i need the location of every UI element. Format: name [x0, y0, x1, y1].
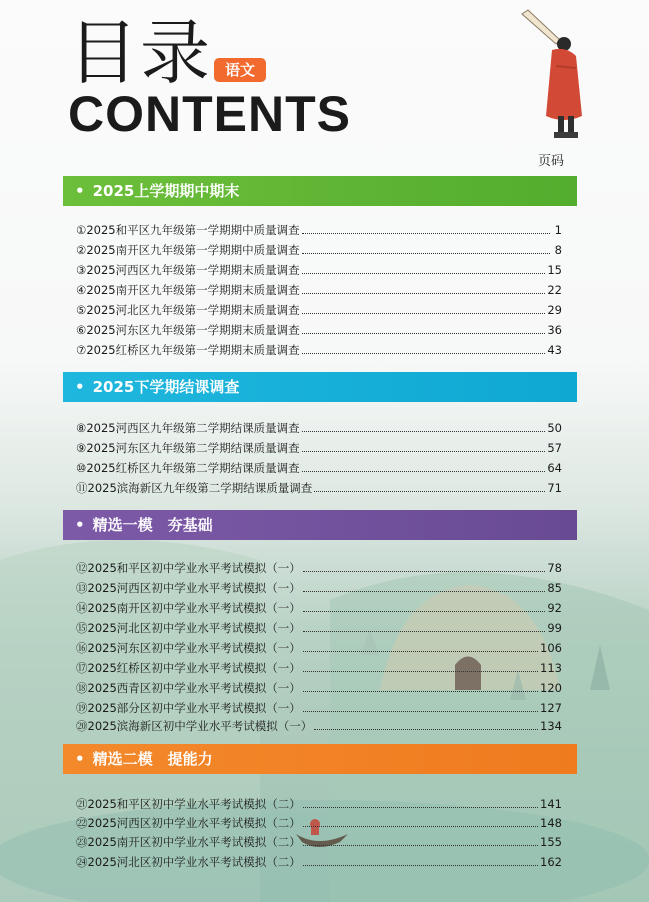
- dot-leader: [303, 651, 538, 652]
- toc-item[interactable]: ㉒ 2025河西区初中学业水平考试模拟（二） 148: [76, 816, 562, 830]
- section-title: 2025上学期期中期末: [92, 182, 240, 200]
- dot-leader: [302, 451, 546, 452]
- dot-leader: [303, 631, 546, 632]
- dot-leader: [302, 431, 546, 432]
- toc-item[interactable]: ⑨ 2025河东区九年级第二学期结课质量调查 57: [76, 441, 562, 455]
- toc-item-page: 36: [547, 323, 562, 337]
- toc-item-page: 155: [540, 835, 562, 849]
- toc-item-label: 2025河西区九年级第一学期期末质量调查: [86, 263, 300, 277]
- dot-leader: [303, 807, 538, 808]
- toc-item[interactable]: ⑫ 2025和平区初中学业水平考试模拟（一） 78: [76, 561, 562, 575]
- toc-item-label: 2025河北区九年级第一学期期末质量调查: [86, 303, 300, 317]
- section-header-1: [63, 176, 577, 206]
- toc-item[interactable]: ⑦ 2025红桥区九年级第一学期期末质量调查 43: [76, 343, 562, 357]
- section-header-2: [63, 372, 577, 402]
- toc-item-page: 162: [540, 855, 562, 869]
- toc-item-label: 2025部分区初中学业水平考试模拟（一）: [87, 701, 301, 715]
- toc-item[interactable]: ② 2025南开区九年级第一学期期中质量调查 8: [76, 243, 562, 257]
- subject-badge: 语文: [214, 58, 266, 82]
- toc-item-label: 2025河东区初中学业水平考试模拟（一）: [87, 641, 301, 655]
- toc-item[interactable]: ③ 2025河西区九年级第一学期期末质量调查 15: [76, 263, 562, 277]
- toc-item[interactable]: ⑥ 2025河东区九年级第一学期期末质量调查 36: [76, 323, 562, 337]
- section-header-3: [63, 510, 577, 540]
- section-title: 2025下学期结课调查: [92, 378, 240, 396]
- toc-item-page: 15: [547, 263, 562, 277]
- toc-item[interactable]: ⑭ 2025南开区初中学业水平考试模拟（一） 92: [76, 601, 562, 615]
- toc-item-page: 85: [547, 581, 562, 595]
- toc-item[interactable]: ⑮ 2025河北区初中学业水平考试模拟（一） 99: [76, 621, 562, 635]
- dot-leader: [302, 353, 546, 354]
- toc-item-page: 29: [547, 303, 562, 317]
- toc-item-page: 50: [547, 421, 562, 435]
- toc-item[interactable]: ⑲ 2025部分区初中学业水平考试模拟（一） 127: [76, 701, 562, 715]
- toc-item-label: 2025红桥区九年级第二学期结课质量调查: [86, 461, 300, 475]
- toc-item-page: 1: [554, 223, 562, 237]
- toc-item-page: 64: [547, 461, 562, 475]
- toc-item-label: 2025河西区初中学业水平考试模拟（二）: [87, 816, 301, 830]
- dot-leader: [303, 845, 538, 846]
- toc-item[interactable]: ⑧ 2025河西区九年级第二学期结课质量调查 50: [76, 421, 562, 435]
- bullet-icon: •: [75, 516, 85, 534]
- toc-item-page: 134: [540, 719, 562, 733]
- toc-item-page: 22: [547, 283, 562, 297]
- dot-leader: [302, 273, 546, 274]
- toc-item-page: 120: [540, 681, 562, 695]
- toc-item-label: 2025南开区初中学业水平考试模拟（一）: [87, 601, 301, 615]
- dot-leader: [303, 826, 538, 827]
- bullet-icon: •: [75, 378, 85, 396]
- toc-item[interactable]: ㉑ 2025和平区初中学业水平考试模拟（二） 141: [76, 797, 562, 811]
- dot-leader: [302, 313, 546, 314]
- toc-item-page: 71: [547, 481, 562, 495]
- bullet-icon: •: [75, 182, 85, 200]
- toc-item-label: 2025和平区初中学业水平考试模拟（二）: [87, 797, 301, 811]
- toc-item[interactable]: ㉔ 2025河北区初中学业水平考试模拟（二） 162: [76, 855, 562, 869]
- dot-leader: [314, 729, 538, 730]
- section-title: 精选二模 提能力: [92, 750, 213, 768]
- toc-item-label: 2025河西区九年级第二学期结课质量调查: [86, 421, 300, 435]
- toc-item-label: 2025河北区初中学业水平考试模拟（一）: [87, 621, 301, 635]
- toc-item-label: 2025南开区初中学业水平考试模拟（二）: [87, 835, 301, 849]
- toc-item-page: 57: [547, 441, 562, 455]
- toc-item-label: 2025河东区九年级第二学期结课质量调查: [86, 441, 300, 455]
- dot-leader: [303, 865, 538, 866]
- toc-item-label: 2025红桥区初中学业水平考试模拟（一）: [87, 661, 301, 675]
- toc-item-page: 106: [540, 641, 562, 655]
- toc-item[interactable]: ㉓ 2025南开区初中学业水平考试模拟（二） 155: [76, 835, 562, 849]
- toc-item[interactable]: ⑯ 2025河东区初中学业水平考试模拟（一） 106: [76, 641, 562, 655]
- page-title-cn: 目录: [68, 12, 212, 94]
- horn: [522, 10, 560, 44]
- toc-item-page: 113: [540, 661, 562, 675]
- toc-item-page: 99: [547, 621, 562, 635]
- dot-leader: [314, 491, 545, 492]
- toc-item[interactable]: ⑳ 2025滨海新区初中学业水平考试模拟（一） 134: [76, 719, 562, 733]
- toc-item-label: 2025滨海新区初中学业水平考试模拟（一）: [87, 719, 313, 733]
- page-title-en: CONTENTS: [68, 86, 351, 142]
- dot-leader: [302, 253, 550, 254]
- toc-item-label: 2025河西区初中学业水平考试模拟（一）: [87, 581, 301, 595]
- horn-player-illustration: [516, 6, 596, 146]
- dot-leader: [303, 711, 538, 712]
- dot-leader: [303, 591, 546, 592]
- toc-item[interactable]: ⑰ 2025红桥区初中学业水平考试模拟（一） 113: [76, 661, 562, 675]
- toc-item-label: 2025西青区初中学业水平考试模拟（一）: [87, 681, 301, 695]
- section-header-4: [63, 744, 577, 774]
- toc-item-page: 127: [540, 701, 562, 715]
- toc-item-label: 2025河北区初中学业水平考试模拟（二）: [87, 855, 301, 869]
- toc-item-label: 2025南开区九年级第一学期期中质量调查: [86, 243, 300, 257]
- bullet-icon: •: [75, 750, 85, 768]
- dot-leader: [303, 571, 546, 572]
- toc-item-label: 2025红桥区九年级第一学期期末质量调查: [86, 343, 300, 357]
- toc-item-page: 43: [547, 343, 562, 357]
- toc-item[interactable]: ⑤ 2025河北区九年级第一学期期末质量调查 29: [76, 303, 562, 317]
- toc-item-page: 148: [540, 816, 562, 830]
- dot-leader: [303, 611, 546, 612]
- toc-item[interactable]: ① 2025和平区九年级第一学期期中质量调查 1: [76, 223, 562, 237]
- toc-item-page: 8: [554, 243, 562, 257]
- dot-leader: [303, 691, 538, 692]
- toc-item-label: 2025和平区九年级第一学期期中质量调查: [86, 223, 300, 237]
- toc-item-page: 78: [547, 561, 562, 575]
- toc-item-page: 92: [547, 601, 562, 615]
- dot-leader: [302, 333, 546, 334]
- toc-item[interactable]: ⑬ 2025河西区初中学业水平考试模拟（一） 85: [76, 581, 562, 595]
- dot-leader: [302, 233, 550, 234]
- toc-item[interactable]: ④ 2025南开区九年级第一学期期末质量调查 22: [76, 283, 562, 297]
- toc-item[interactable]: ⑩ 2025红桥区九年级第二学期结课质量调查 64: [76, 461, 562, 475]
- dot-leader: [302, 293, 546, 294]
- toc-item-label: 2025和平区初中学业水平考试模拟（一）: [87, 561, 301, 575]
- toc-item-page: 141: [540, 797, 562, 811]
- toc-item-label: 2025河东区九年级第一学期期末质量调查: [86, 323, 300, 337]
- toc-item[interactable]: ⑱ 2025西青区初中学业水平考试模拟（一） 120: [76, 681, 562, 695]
- dot-leader: [303, 671, 538, 672]
- toc-item[interactable]: ⑪ 2025滨海新区九年级第二学期结课质量调查 71: [76, 481, 562, 495]
- section-title: 精选一模 夯基础: [92, 516, 213, 534]
- dot-leader: [302, 471, 546, 472]
- page-column-label: 页码: [538, 154, 565, 169]
- toc-item-label: 2025南开区九年级第一学期期末质量调查: [86, 283, 300, 297]
- toc-item-label: 2025滨海新区九年级第二学期结课质量调查: [87, 481, 313, 495]
